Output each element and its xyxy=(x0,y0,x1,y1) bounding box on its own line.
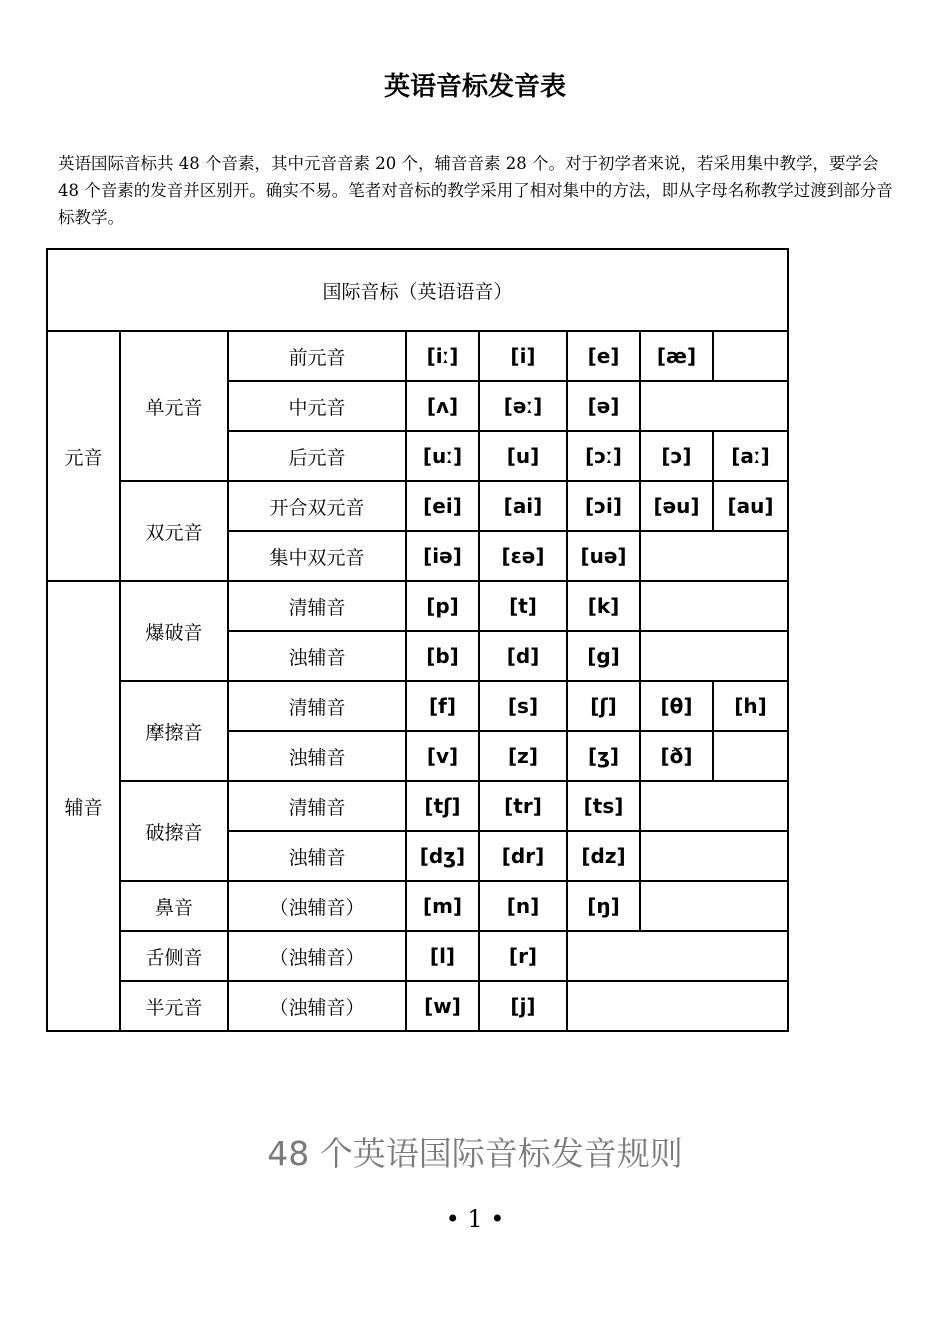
empty-cell xyxy=(640,381,788,431)
empty-cell xyxy=(640,531,788,581)
ipa-symbol: [tr] xyxy=(479,781,567,831)
table-row xyxy=(47,581,788,631)
voiceless-label: 清辅音 xyxy=(228,781,406,831)
centering-diphthong-label: 集中双元音 xyxy=(228,531,406,581)
consonant-category: 辅音 xyxy=(47,581,120,1031)
back-vowel-label: 后元音 xyxy=(228,431,406,481)
ipa-symbol: [z] xyxy=(479,731,567,781)
voiceless-label: 清辅音 xyxy=(228,681,406,731)
empty-cell xyxy=(640,831,788,881)
ipa-symbol: [i] xyxy=(479,331,567,381)
ipa-symbol: [p] xyxy=(406,581,479,631)
ipa-symbol: [dr] xyxy=(479,831,567,881)
ipa-symbol: [uː] xyxy=(406,431,479,481)
page-number: • 1 • xyxy=(445,1205,505,1233)
table-row xyxy=(47,931,788,981)
central-vowel-label: 中元音 xyxy=(228,381,406,431)
ipa-symbol: [ai] xyxy=(479,481,567,531)
ipa-table xyxy=(46,248,789,1032)
ipa-symbol: [au] xyxy=(713,481,788,531)
voiced-label: 浊辅音 xyxy=(228,631,406,681)
affricate-group: 破擦音 xyxy=(120,781,228,881)
ipa-symbol: [tʃ] xyxy=(406,781,479,831)
ipa-symbol: [ʌ] xyxy=(406,381,479,431)
ipa-symbol: [w] xyxy=(406,981,479,1031)
ipa-symbol: [ɛə] xyxy=(479,531,567,581)
ipa-symbol: [æ] xyxy=(640,331,713,381)
ipa-symbol: [aː] xyxy=(713,431,788,481)
empty-cell xyxy=(640,881,788,931)
ipa-symbol: [ɔi] xyxy=(567,481,640,531)
ipa-symbol: [ɔ] xyxy=(640,431,713,481)
empty-cell xyxy=(640,631,788,681)
ipa-symbol: [əː] xyxy=(479,381,567,431)
ipa-symbol: [h] xyxy=(713,681,788,731)
voiced-label: 浊辅音 xyxy=(228,831,406,881)
front-vowel-label: 前元音 xyxy=(228,331,406,381)
ipa-symbol: [iə] xyxy=(406,531,479,581)
ipa-symbol: [e] xyxy=(567,331,640,381)
ipa-symbol: [ei] xyxy=(406,481,479,531)
semivowel-group: 半元音 xyxy=(120,981,228,1031)
table-row xyxy=(47,681,788,731)
diphthong-group: 双元音 xyxy=(120,481,228,581)
table-row xyxy=(47,981,788,1031)
closing-diphthong-label: 开合双元音 xyxy=(228,481,406,531)
ipa-symbol: [dz] xyxy=(567,831,640,881)
table-header: 国际音标（英语语音） xyxy=(47,249,788,331)
ipa-symbol: [dʒ] xyxy=(406,831,479,881)
vowel-category: 元音 xyxy=(47,331,120,581)
ipa-symbol: [ts] xyxy=(567,781,640,831)
ipa-symbol: [v] xyxy=(406,731,479,781)
nasal-group: 鼻音 xyxy=(120,881,228,931)
ipa-symbol: [ʒ] xyxy=(567,731,640,781)
voiced-label: 浊辅音 xyxy=(228,731,406,781)
empty-cell xyxy=(567,981,788,1031)
ipa-symbol: [əu] xyxy=(640,481,713,531)
voiced-type-label: （浊辅音） xyxy=(228,931,406,981)
ipa-symbol: [j] xyxy=(479,981,567,1031)
ipa-symbol: [ð] xyxy=(640,731,713,781)
fricative-group: 摩擦音 xyxy=(120,681,228,781)
voiced-type-label: （浊辅音） xyxy=(228,881,406,931)
voiced-type-label: （浊辅音） xyxy=(228,981,406,1031)
ipa-symbol: [θ] xyxy=(640,681,713,731)
ipa-symbol: [t] xyxy=(479,581,567,631)
ipa-symbol: [u] xyxy=(479,431,567,481)
empty-cell xyxy=(640,781,788,831)
ipa-symbol: [s] xyxy=(479,681,567,731)
ipa-symbol: [ə] xyxy=(567,381,640,431)
ipa-symbol: [d] xyxy=(479,631,567,681)
voiceless-label: 清辅音 xyxy=(228,581,406,631)
ipa-symbol: [b] xyxy=(406,631,479,681)
ipa-symbol: [k] xyxy=(567,581,640,631)
table-row xyxy=(47,481,788,531)
ipa-symbol: [iː] xyxy=(406,331,479,381)
empty-cell xyxy=(567,931,788,981)
ipa-symbol: [n] xyxy=(479,881,567,931)
section-heading: 48 个英语国际音标发音规则 xyxy=(267,1134,683,1173)
intro-paragraph: 英语国际音标共 48 个音素，其中元音音素 20 个，辅音音素 28 个。对于初学者来说，若采用集中教学，要学会 48 个音素的发音并区别开。确实不易。笔者对音标的教学采用了相对集中的方法，即从字母名称教学过渡到部分音标教学。 xyxy=(58,154,893,227)
ipa-symbol: [l] xyxy=(406,931,479,981)
monophthong-group: 单元音 xyxy=(120,331,228,481)
ipa-symbol: [ʃ] xyxy=(567,681,640,731)
table-row xyxy=(47,331,788,381)
lateral-group: 舌侧音 xyxy=(120,931,228,981)
table-row xyxy=(47,881,788,931)
ipa-symbol: [r] xyxy=(479,931,567,981)
empty-cell xyxy=(640,581,788,631)
plosive-group: 爆破音 xyxy=(120,581,228,681)
ipa-symbol: [ɔː] xyxy=(567,431,640,481)
ipa-symbol: [g] xyxy=(567,631,640,681)
ipa-symbol: [f] xyxy=(406,681,479,731)
empty-cell xyxy=(713,331,788,381)
document-title: 英语音标发音表 xyxy=(383,72,566,102)
ipa-symbol: [m] xyxy=(406,881,479,931)
ipa-symbol: [uə] xyxy=(567,531,640,581)
empty-cell xyxy=(713,731,788,781)
ipa-symbol: [ŋ] xyxy=(567,881,640,931)
table-row xyxy=(47,781,788,831)
